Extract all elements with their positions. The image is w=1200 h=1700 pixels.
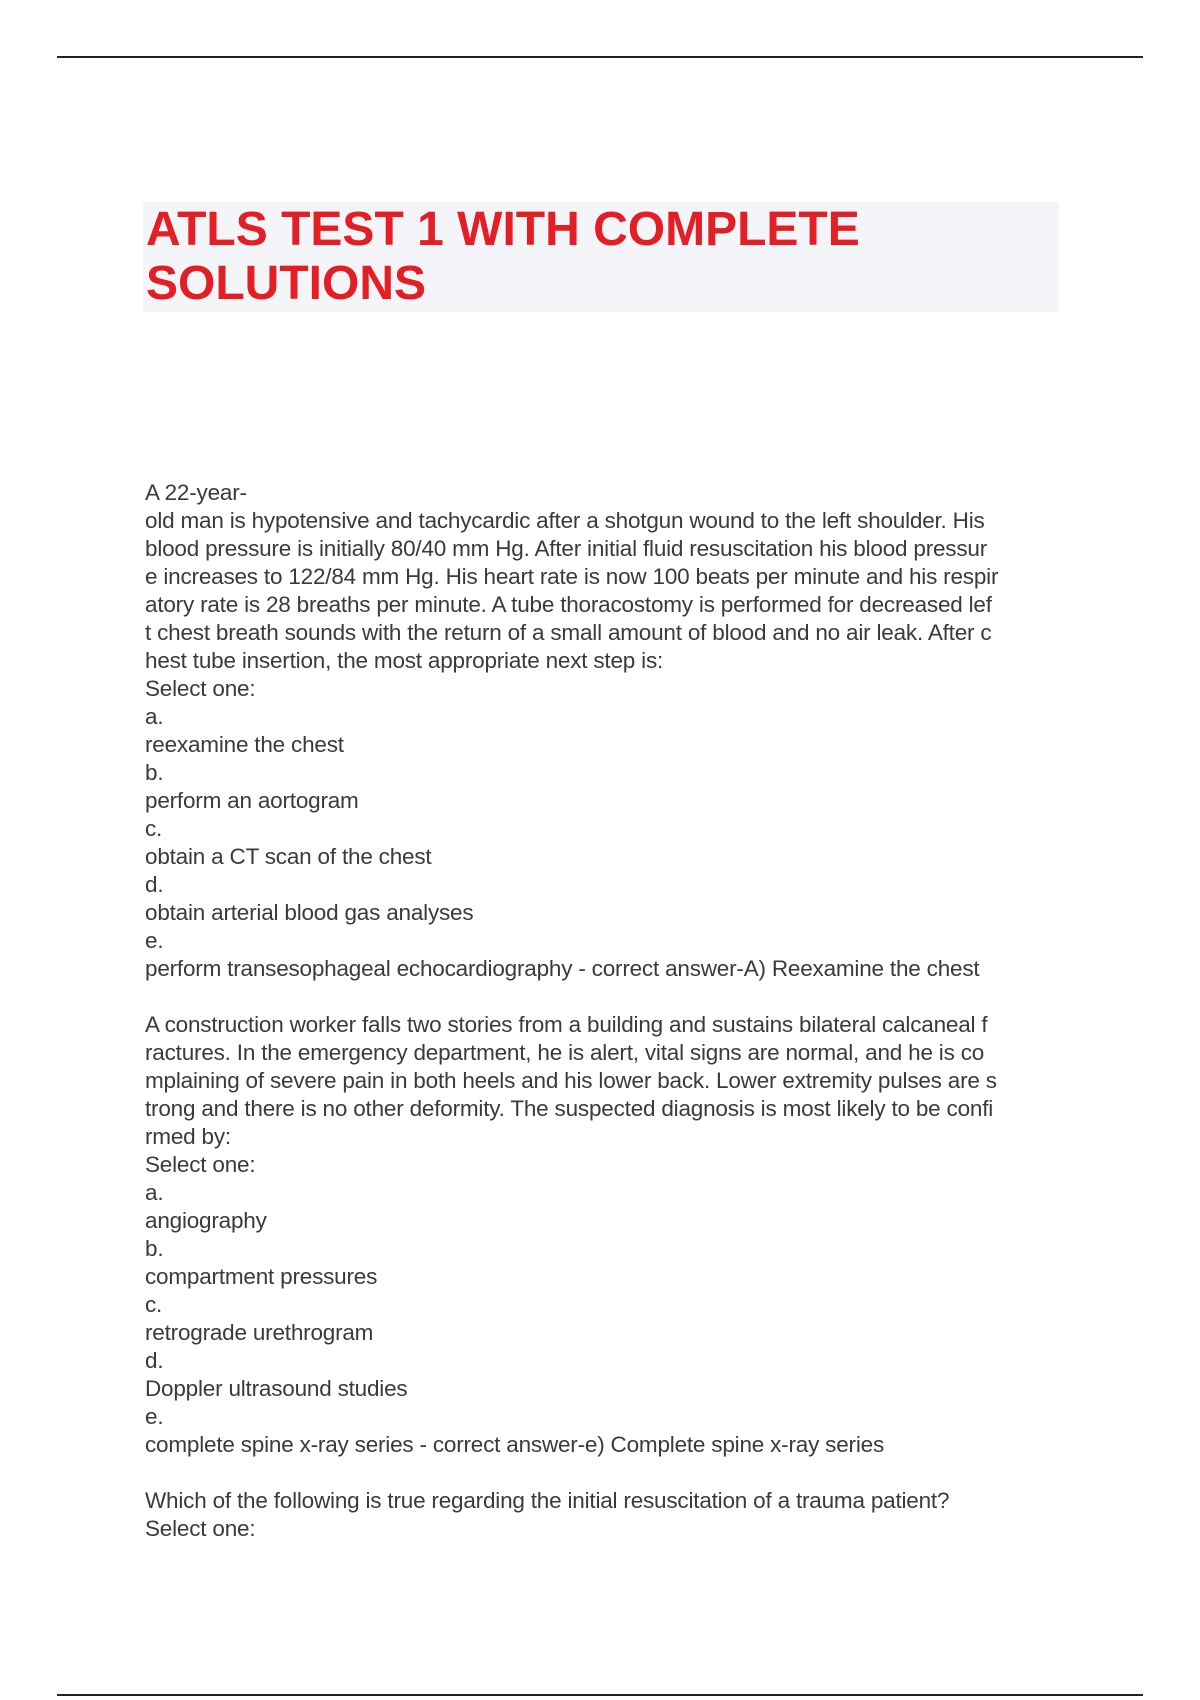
question-1-option-text: reexamine the chest [145,732,344,757]
question-1-stem-line: A 22-year- [145,480,247,505]
question-1-option-text-with-answer: perform transesophageal echocardiography - correct answer-A) Reexamine the chest [145,956,980,981]
question-1-stem-line: atory rate is 28 breaths per minute. A tube thoracostomy is performed for decreased lef [145,592,992,617]
question-1-option-letter: d. [145,872,164,897]
question-2-option-text: Doppler ultrasound studies [145,1376,408,1401]
question-1-option-letter: e. [145,928,164,953]
title-line-1: ATLS TEST 1 WITH COMPLETE [146,203,860,256]
question-2-stem-line: ractures. In the emergency department, he is alert, vital signs are normal, and he is co [145,1040,985,1065]
question-1-stem-line: hest tube insertion, the most appropriate next step is: [145,648,664,673]
top-rule [57,56,1143,58]
question-1-stem-line: t chest breath sounds with the return of a small amount of blood and no air leak. After c [145,620,992,645]
question-2 [145,1011,1055,1459]
question-3-stem-line: Which of the following is true regarding the initial resuscitation of a trauma patient? [145,1488,950,1513]
question-2-option-letter: d. [145,1348,164,1373]
question-2-option-text: retrograde urethrogram [145,1320,374,1345]
question-1-stem-line: e increases to 122/84 mm Hg. His heart rate is now 100 beats per minute and his respir [145,564,999,589]
question-1 [145,479,1055,983]
question-1-option-letter: a. [145,704,164,729]
question-1-option-text: obtain a CT scan of the chest [145,844,432,869]
question-2-stem-line: trong and there is no other deformity. The suspected diagnosis is most likely to be confi [145,1096,994,1121]
question-2-option-letter: b. [145,1236,164,1261]
question-2-stem-line: mplaining of severe pain in both heels and his lower back. Lower extremity pulses are s [145,1068,997,1093]
question-2-stem-line: A construction worker falls two stories from a building and sustains bilateral calcaneal f [145,1012,988,1037]
question-3-select-label: Select one: [145,1516,256,1541]
document-body [145,479,1055,1571]
question-2-option-letter: e. [145,1404,164,1429]
question-2-select-label: Select one: [145,1152,256,1177]
title-line-2: SOLUTIONS [146,257,427,310]
bottom-rule [57,1694,1143,1696]
question-3 [145,1487,1055,1543]
question-2-option-text: compartment pressures [145,1264,378,1289]
title-block [143,202,1059,312]
question-1-option-text: perform an aortogram [145,788,359,813]
question-1-option-letter: c. [145,816,163,841]
question-1-select-label: Select one: [145,676,256,701]
question-2-option-letter: a. [145,1180,164,1205]
document-title [143,203,1059,311]
question-2-option-letter: c. [145,1292,163,1317]
question-1-option-letter: b. [145,760,164,785]
question-2-option-text: angiography [145,1208,267,1233]
question-2-stem-line: rmed by: [145,1124,231,1149]
question-1-option-text: obtain arterial blood gas analyses [145,900,474,925]
question-1-stem-line: old man is hypotensive and tachycardic after a shotgun wound to the left shoulder. His [145,508,985,533]
question-1-stem-line: blood pressure is initially 80/40 mm Hg. After initial fluid resuscitation his blood pressur [145,536,988,561]
question-2-option-text-with-answer: complete spine x-ray series - correct answer-e) Complete spine x-ray series [145,1432,885,1457]
